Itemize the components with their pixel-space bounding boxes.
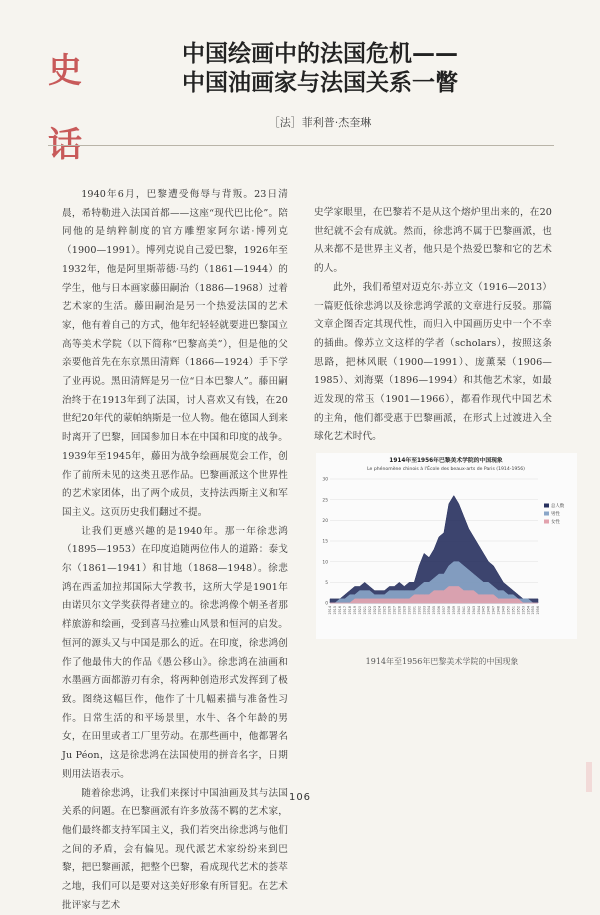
chart-x-tick-label: 1932 (417, 606, 421, 615)
chart-x-tick-label: 1926 (388, 606, 392, 615)
chart-y-tick-label: 20 (322, 518, 328, 524)
chart-x-tick-label: 1949 (502, 606, 506, 615)
chart-y-tick-label: 30 (322, 477, 328, 483)
chart-x-tick-label: 1944 (477, 606, 481, 615)
chart-x-tick-label: 1954 (526, 606, 530, 615)
chart-x-tick-label: 1945 (482, 606, 486, 615)
chart-x-tick-label: 1928 (398, 606, 402, 615)
body-paragraph: 让我们更感兴趣的是1940年。那一年徐悲鸿（1895—1953）在印度追随两位伟人的道路：泰戈尔（1861—1941）和甘地（1868—1948）。徐悲鸿在西孟加拉邦国际大学教书，这所大学是1901年由诺贝尔文学奖获得者建立的。徐悲鸿像个朝圣者那样旅游和绘画，受到喜马拉雅山风景和恒河的启发。恒河的源头又与中国是那么的近。在印度，徐悲鸿创作了他最伟大的作品《愚公移山》。徐悲鸿在油画和水墨画方面都游刃有余，将两种创造形式发挥到了极致。图绕这幅巨作，他作了十几幅素描与准备性习作。日常生活的和平场景里，水牛、各个年龄的男女，在田里或者工厂里劳动。在那些画中，他都署名Ju Péon，这是徐悲鸿在法国使用的拼音名字，日期则用法语表示。 (62, 523, 288, 785)
chart-legend-label: 女性 (551, 518, 560, 525)
chart-x-tick-label: 1938 (447, 606, 451, 615)
chart-x-tick-label: 1953 (521, 606, 525, 615)
title-line-1: 中国绘画中的法国危机—— (140, 40, 500, 69)
chart-x-tick-label: 1927 (393, 606, 397, 615)
body-paragraph: 1940年6月，巴黎遭受侮辱与背叛。23日清晨，希特勒进入法国首都——这座“现代巴比伦”。陪同他的是纳粹制度的官方雕塑家阿尔诺·博列克（1900—1991）。博列克说自己爱巴黎，1926年至1932年，他是阿里斯蒂德·马约（1861—1944）的学生，他与日本画家藤田嗣治（1886—1968）过着艺术家的生活。藤田嗣治是另一个热爱法国的艺术家，他有着自己的方式，他年纪轻轻就要进巴黎国立高等美术学院（以下简称“巴黎高美”），但是他的父亲要他首先在东京黑田清辉（1866—1924）手下学了业再说。黑田清辉是另一位“日本巴黎人”。藤田嗣治终于在1913年到了法国，讨人喜欢又有钱，在20世纪20年代的蒙帕纳斯是一位人物。他在德国人到来时离开了巴黎，回国参加日本在中国和印度的战争。1939年至1945年，藤田为战争绘画展览会工作，创作了前所未见的这类丑恶作品。巴黎画派这个世界性的艺术家团体，出了两个成员，支持法西斯主义和军国主义。这页历史我们翻过不提。 (62, 186, 288, 523)
chart-x-tick-label: 1925 (383, 606, 387, 615)
chart-y-tick-label: 15 (322, 539, 328, 545)
header-rule (48, 145, 554, 146)
chart-x-tick-label: 1929 (402, 606, 406, 615)
chart-legend-swatch (544, 512, 549, 516)
chart-x-tick-label: 1950 (506, 606, 510, 615)
chart-x-tick-label: 1937 (442, 606, 446, 615)
chart-x-tick-label: 1919 (353, 606, 357, 615)
chart-x-tick-label: 1936 (437, 606, 441, 615)
section-char-2: 话 (48, 108, 88, 182)
chart-x-tick-label: 1935 (432, 606, 436, 615)
chart-x-tick-label: 1948 (497, 606, 501, 615)
chart-x-tick-label: 1941 (462, 606, 466, 615)
chart-x-tick-label: 1940 (457, 606, 461, 615)
chart-x-tick-label: 1946 (487, 606, 491, 615)
article-title (140, 40, 500, 98)
author-byline: ［法］菲利普·杰奎琳 (140, 114, 500, 130)
title-line-2: 中国油画家与法国关系一瞥 (140, 69, 500, 98)
chart-x-tick-label: 1915 (333, 606, 337, 615)
chart-legend-label: 男性 (551, 510, 560, 517)
body-paragraph: 此外，我们希望对迈克尔·苏立文（1916—2013）一篇贬低徐悲鸿以及徐悲鸿学派的文章进行反驳。那篇文章企图否定其现代性，而归入中国画历史中一个不幸的插曲。像苏立文这样的学者（scholars），按照这条思路，把林风眠（1900—1991）、庞薰琹（1906—1985）、刘海粟（1896—1994）和其他艺术家，如最近发现的常玉（1901—1966），都看作现代中国艺术的主角，他们都受惠于巴黎画派，在形式上过渡进入全球化艺术时代。 (314, 279, 552, 447)
chart-x-ticks (328, 606, 540, 615)
chart-areas (330, 496, 538, 603)
chart-legend (544, 502, 565, 525)
body-paragraph: 史学家眼里，在巴黎若不是从这个熔炉里出来的，在20世纪就不会有成就。然而，徐悲鸿不属于巴黎画派，也从来都不是世界主义者，他只是个热爱巴黎和它的艺术的人。 (314, 204, 552, 279)
chart-x-tick-label: 1956 (536, 606, 540, 615)
chart-legend-label: 总人数 (551, 502, 565, 509)
chart-y-ticks (322, 477, 328, 607)
chart-x-tick-label: 1917 (343, 606, 347, 615)
chart-x-tick-label: 1933 (422, 606, 426, 615)
chart-y-tick-label: 25 (322, 497, 328, 503)
chart-x-tick-label: 1914 (328, 606, 332, 615)
figure-caption: 1914年至1956年巴黎美术学院的中国现象 (308, 656, 576, 667)
chart-x-tick-label: 1943 (472, 606, 476, 615)
chart-x-tick-label: 1934 (427, 606, 431, 615)
chart-x-tick-label: 1955 (531, 606, 535, 615)
page-number: 106 (260, 792, 340, 803)
chart-x-tick-label: 1939 (452, 606, 456, 615)
body-paragraph: 随着徐悲鸿，让我们来探讨中国油画及其与法国关系的问题。在巴黎画派有许多放荡不羁的艺术家，他们最终都支持军国主义，我们若突出徐悲鸿与他们之间的矛盾，会有偏见。现代派艺术家纷纷来到巴黎，把巴黎画派，把整个巴黎，看成现代艺术的荟萃之地，我们可以是要对这美好形象有所冒犯。在艺术批评家与艺术 (62, 785, 288, 915)
chart-svg (316, 453, 577, 639)
chart-y-tick-label: 10 (322, 559, 328, 565)
chart-legend-swatch (544, 504, 549, 508)
chart-x-tick-label: 1922 (368, 606, 372, 615)
chart-y-tick-label: 5 (325, 580, 328, 586)
chart-x-tick-label: 1952 (516, 606, 520, 615)
chart-x-tick-label: 1918 (348, 606, 352, 615)
left-column (62, 186, 288, 915)
chart-legend-swatch (544, 520, 549, 524)
chart-figure (316, 453, 577, 639)
section-char-1: 史 (48, 34, 88, 108)
chart-x-tick-label: 1923 (373, 606, 377, 615)
chart-x-tick-label: 1942 (467, 606, 471, 615)
chart-y-tick-label: 0 (325, 601, 328, 607)
chart-subtitle: Le phénomène chinois à l'École des beaux-arts de Paris (1914-1956) (367, 464, 525, 472)
section-mark (48, 34, 88, 182)
chart-x-tick-label: 1931 (412, 606, 416, 615)
chart-x-tick-label: 1924 (378, 606, 382, 615)
chart-x-tick-label: 1920 (358, 606, 362, 615)
edge-mark (586, 762, 592, 792)
chart-x-tick-label: 1947 (492, 606, 496, 615)
chart-x-tick-label: 1951 (511, 606, 515, 615)
chart-x-tick-label: 1930 (407, 606, 411, 615)
chart-title: 1914年至1956年巴黎美术学院的中国现象 (389, 456, 503, 464)
right-column (314, 204, 552, 447)
chart-x-tick-label: 1921 (363, 606, 367, 615)
chart-x-tick-label: 1916 (338, 606, 342, 615)
